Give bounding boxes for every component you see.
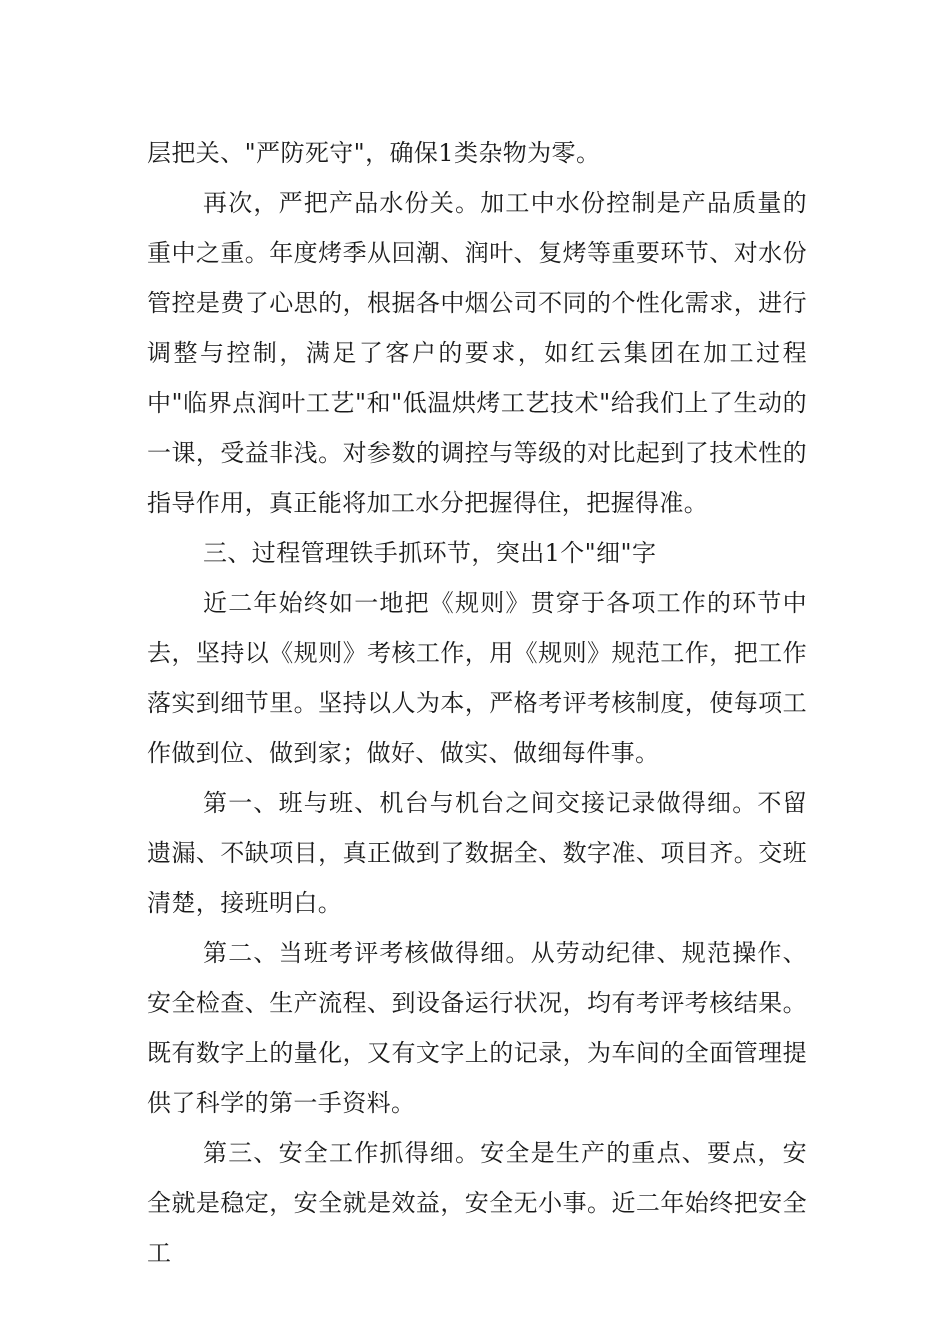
paragraph-continuation: 层把关、"严防死守"，确保1类杂物为零。	[147, 139, 601, 167]
paragraph-rules: 近二年始终如一地把《规则》贯穿于各项工作的环节中去，坚持以《规则》考核工作，用《规则》规范工作，把工作落实到细节里。坚持以人为本，严格考评考核制度，使每项工作做到位、做到家；做好、做实、做细每件事。	[147, 589, 807, 767]
paragraph-second-assessment: 第二、当班考评考核做得细。从劳动纪律、规范操作、安全检查、生产流程、到设备运行状况，均有考评考核结果。既有数字上的量化，又有文字上的记录，为车间的全面管理提供了科学的第一手资料。	[147, 939, 807, 1117]
document-body	[147, 128, 807, 1278]
paragraph-third-safety: 第三、安全工作抓得细。安全是生产的重点、要点，安全就是稳定，安全就是效益，安全无小事。近二年始终把安全工	[147, 1139, 807, 1267]
paragraph-moisture-control: 再次，严把产品水份关。加工中水份控制是产品质量的重中之重。年度烤季从回潮、润叶、复烤等重要环节、对水份管控是费了心思的，根据各中烟公司不同的个性化需求，进行调整与控制，满足了客户的要求，如红云集团在加工过程中"临界点润叶工艺"和"低温烘烤工艺技术"给我们上了生动的一课，受益非浅。对参数的调控与等级的对比起到了技术性的指导作用，真正能将加工水分把握得住，把握得准。	[147, 189, 807, 517]
paragraph-first-handover: 第一、班与班、机台与机台之间交接记录做得细。不留遗漏、不缺项目，真正做到了数据全、数字准、项目齐。交班清楚，接班明白。	[147, 789, 807, 917]
section-heading-process-management: 三、过程管理铁手抓环节，突出1个"细"字	[203, 539, 657, 567]
